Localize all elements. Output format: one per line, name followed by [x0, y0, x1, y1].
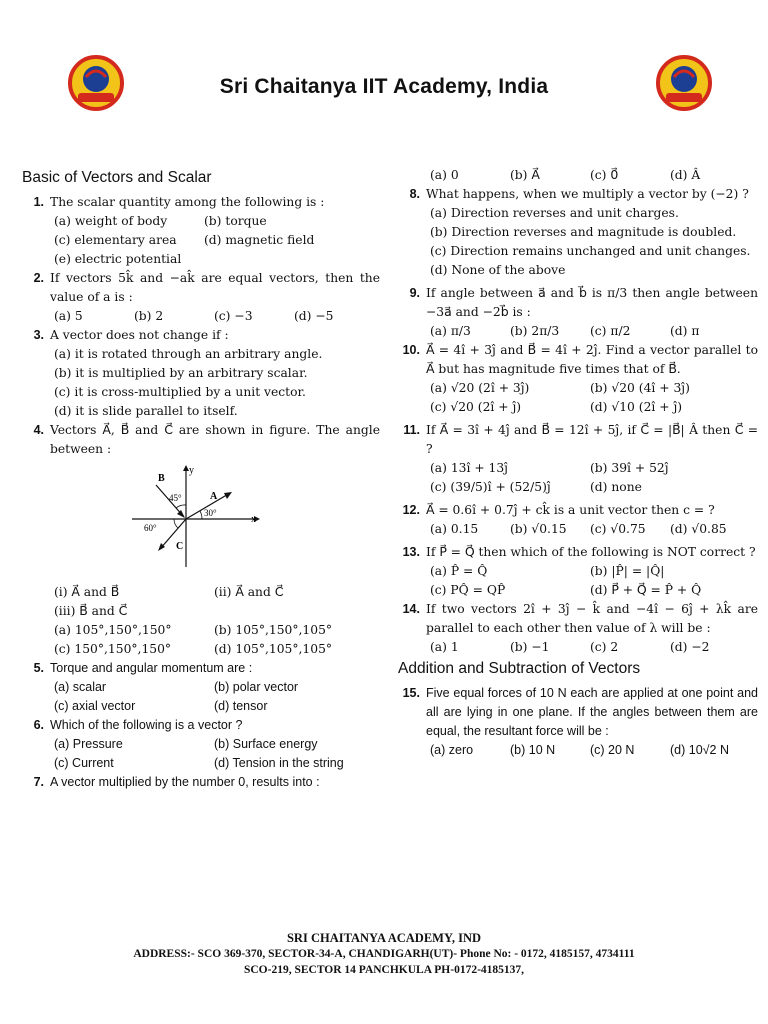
question-5	[22, 659, 380, 716]
section-heading-basics: Basic of Vectors and Scalar	[22, 169, 212, 186]
question-text: If P⃗ = Q⃗ then which of the following is NOT correct ?	[426, 545, 756, 559]
option-a: (a) 0	[430, 168, 459, 182]
question-text: Torque and angular momentum are :	[50, 661, 253, 675]
option-d: (d) P⃗ + Q⃗ = P̂ + Q̂	[590, 583, 702, 597]
question-7-options	[398, 166, 758, 185]
question-14	[398, 600, 758, 657]
question-number: 5.	[33, 661, 44, 675]
option-a: (a) P̂ = Q̂	[430, 564, 488, 578]
option-c: (c) 150°,150°,150°	[54, 642, 172, 656]
question-4	[22, 421, 380, 659]
option-a: (a) Pressure	[54, 737, 123, 751]
question-number: 11.	[403, 423, 420, 437]
angle-60-label: 60°	[144, 523, 157, 533]
question-10	[398, 341, 758, 417]
option-d: (d) magnetic field	[204, 233, 315, 247]
question-11	[398, 421, 758, 497]
option-a: (a) 0.15	[430, 522, 479, 536]
question-number: 7.	[33, 775, 44, 789]
option-d: (d) −2	[670, 640, 710, 654]
question-number: 10.	[402, 343, 420, 357]
footer-academy-name: SRI CHAITANYA ACADEMY, IND	[286, 931, 482, 945]
question-8	[398, 185, 758, 280]
question-text: If angle between a⃗ and b⃗ is π/3 then angle between −3a⃗ and −2b⃗ is :	[426, 286, 758, 319]
question-number: 3.	[33, 328, 44, 342]
option-a: (a) weight of body	[54, 214, 168, 228]
option-c: (c) √20 (2î + ĵ)	[430, 400, 522, 414]
y-axis-label: y	[189, 465, 194, 476]
option-d: (d) −5	[294, 309, 334, 323]
left-column	[22, 166, 380, 792]
academy-logo-right	[656, 55, 712, 111]
question-7	[22, 773, 380, 792]
option-a: (a) 13î + 13ĵ	[430, 461, 508, 475]
vector-c-label: C⃗	[176, 541, 191, 552]
angle-45-label: 45°	[169, 493, 182, 503]
option-b: (b) torque	[204, 214, 267, 228]
question-text: A⃗ = 4î + 3ĵ and B⃗ = 4î + 2ĵ. Find a vector parallel to A⃗ but has magnitude five times that of B⃗.	[426, 343, 758, 376]
option-d: (d) 105°,105°,105°	[214, 642, 333, 656]
vector-diagram	[132, 463, 262, 573]
angle-arc-45	[176, 505, 186, 508]
question-text: A⃗ = 0.6î + 0.7ĵ + ck̂ is a unit vector then c = ?	[426, 503, 715, 517]
question-text: Vectors A⃗, B⃗ and C⃗ are shown in figure. The angle between :	[50, 423, 380, 456]
question-text: If vectors 5k̂ and −ak̂ are equal vectors, then the value of a is :	[50, 271, 380, 304]
question-2	[22, 269, 380, 326]
right-column	[398, 166, 758, 760]
option-c: (c) 0⃗	[590, 168, 619, 182]
option-c: (c) axial vector	[54, 699, 136, 713]
option-c: (c) −3	[214, 309, 253, 323]
option-a: (a) 1	[430, 640, 459, 654]
option-b: (b) 2π/3	[510, 324, 560, 338]
section-heading-addition: Addition and Subtraction of Vectors	[398, 660, 641, 677]
option-b: (b) 105°,150°,105°	[214, 623, 333, 637]
question-number: 12.	[402, 503, 420, 517]
option-b: (b) it is multiplied by an arbitrary scalar.	[54, 366, 308, 380]
pair-i: (i) A⃗ and B⃗	[54, 585, 120, 599]
question-13	[398, 543, 758, 600]
option-b: (b) √0.15	[510, 522, 567, 536]
option-c: (c) Current	[54, 756, 114, 770]
option-c: (c) √0.75	[590, 522, 646, 536]
option-c: (c) PQ̂ = QP̂	[430, 583, 506, 597]
question-text: If two vectors 2î + 3ĵ − k̂ and −4î − 6ĵ + λk̂ are parallel to each other then value of λ will be :	[426, 602, 758, 635]
question-9	[398, 284, 758, 341]
option-b: (b) |P̂| = |Q̂|	[590, 564, 665, 578]
option-d: (d) Â	[670, 168, 701, 182]
vector-a-label: A⃗	[210, 491, 225, 502]
question-number: 13.	[402, 545, 420, 559]
question-text: If A⃗ = 3î + 4ĵ and B⃗ = 12î + 5ĵ, if C⃗ = |B⃗| Â then C⃗ = ?	[426, 423, 758, 456]
option-a: (a) π/3	[430, 324, 471, 338]
option-a: (a) it is rotated through an arbitrary angle.	[54, 347, 323, 361]
angle-arc-60	[174, 519, 178, 528]
option-d: (d) Tension in the string	[214, 756, 344, 770]
option-c: (c) 20 N	[590, 743, 635, 757]
option-b: (b) √20 (4î + 3ĵ)	[590, 381, 690, 395]
x-axis-label: x	[251, 514, 256, 525]
question-15	[398, 684, 758, 760]
question-number: 1.	[33, 195, 44, 209]
option-b: (b) polar vector	[214, 680, 299, 694]
option-c: (c) π/2	[590, 324, 631, 338]
question-3	[22, 326, 380, 421]
question-text: Five equal forces of 10 N each are applied at one point and all are lying in one plane. If the angles between them are equal, the resultant force will be :	[426, 686, 758, 738]
option-b: (b) Surface energy	[214, 737, 318, 751]
option-d: (d) 10√2 N	[670, 743, 729, 757]
option-a: (a) scalar	[54, 680, 107, 694]
option-d: (d) √10 (2î + ĵ)	[590, 400, 683, 414]
question-number: 8.	[409, 187, 420, 201]
option-d: (d) tensor	[214, 699, 268, 713]
question-text: Which of the following is a vector ?	[50, 718, 243, 732]
option-d: (d) it is slide parallel to itself.	[54, 404, 238, 418]
option-d: (d) √0.85	[670, 522, 727, 536]
angle-arc-30	[200, 511, 202, 519]
option-c: (c) 2	[590, 640, 619, 654]
angle-30-label: 30°	[204, 508, 217, 518]
page-footer	[0, 930, 768, 978]
option-b: (b) A⃗	[510, 168, 540, 182]
option-b: (b) 39î + 52ĵ	[590, 461, 669, 475]
question-text: The scalar quantity among the following is :	[50, 195, 325, 209]
question-1	[22, 193, 380, 269]
question-number: 9.	[409, 286, 420, 300]
question-number: 14.	[402, 602, 420, 616]
question-number: 2.	[33, 271, 44, 285]
option-a: (a) 105°,150°,150°	[54, 623, 172, 637]
option-a: (a) zero	[430, 743, 474, 757]
question-6	[22, 716, 380, 773]
pair-iii: (iii) B⃗ and C⃗	[54, 604, 128, 618]
question-text: What happens, when we multiply a vector by (−2) ?	[426, 187, 749, 201]
footer-address: ADDRESS:- SCO 369-370, SECTOR-34-A, CHANDIGARH(UT)- Phone No: - 0172, 4185157, 4734111	[133, 948, 635, 960]
question-12	[398, 501, 758, 539]
option-d: (d) None of the above	[430, 263, 566, 277]
option-b: (b) 10 N	[510, 743, 556, 757]
pair-ii: (ii) A⃗ and C⃗	[214, 585, 284, 599]
option-b: (b) 2	[134, 309, 164, 323]
question-number: 4.	[33, 423, 44, 437]
option-a: (a) 5	[54, 309, 83, 323]
question-text: A vector multiplied by the number 0, results into :	[50, 775, 320, 789]
option-d: (d) π	[670, 324, 700, 338]
vector-b-label: B⃗	[158, 473, 173, 484]
question-number: 6.	[33, 718, 44, 732]
option-c: (c) it is cross-multiplied by a unit vector.	[54, 385, 306, 399]
option-e: (e) electric potential	[54, 252, 182, 266]
page-title: Sri Chaitanya IIT Academy, India	[219, 75, 549, 98]
option-a: (a) √20 (2î + 3ĵ)	[430, 381, 530, 395]
option-b: (b) Direction reverses and magnitude is doubled.	[430, 225, 737, 239]
question-number: 15.	[402, 686, 420, 700]
question-text: A vector does not change if :	[50, 328, 229, 342]
option-d: (d) none	[590, 480, 642, 494]
option-c: (c) (39/5)î + (52/5)ĵ	[430, 480, 551, 494]
footer-branch-address: SCO-219, SECTOR 14 PANCHKULA PH-0172-4185137,	[243, 964, 525, 976]
option-c: (c) Direction remains unchanged and unit changes.	[430, 244, 751, 258]
option-c: (c) elementary area	[54, 233, 177, 247]
option-a: (a) Direction reverses and unit charges.	[430, 206, 679, 220]
option-b: (b) −1	[510, 640, 550, 654]
